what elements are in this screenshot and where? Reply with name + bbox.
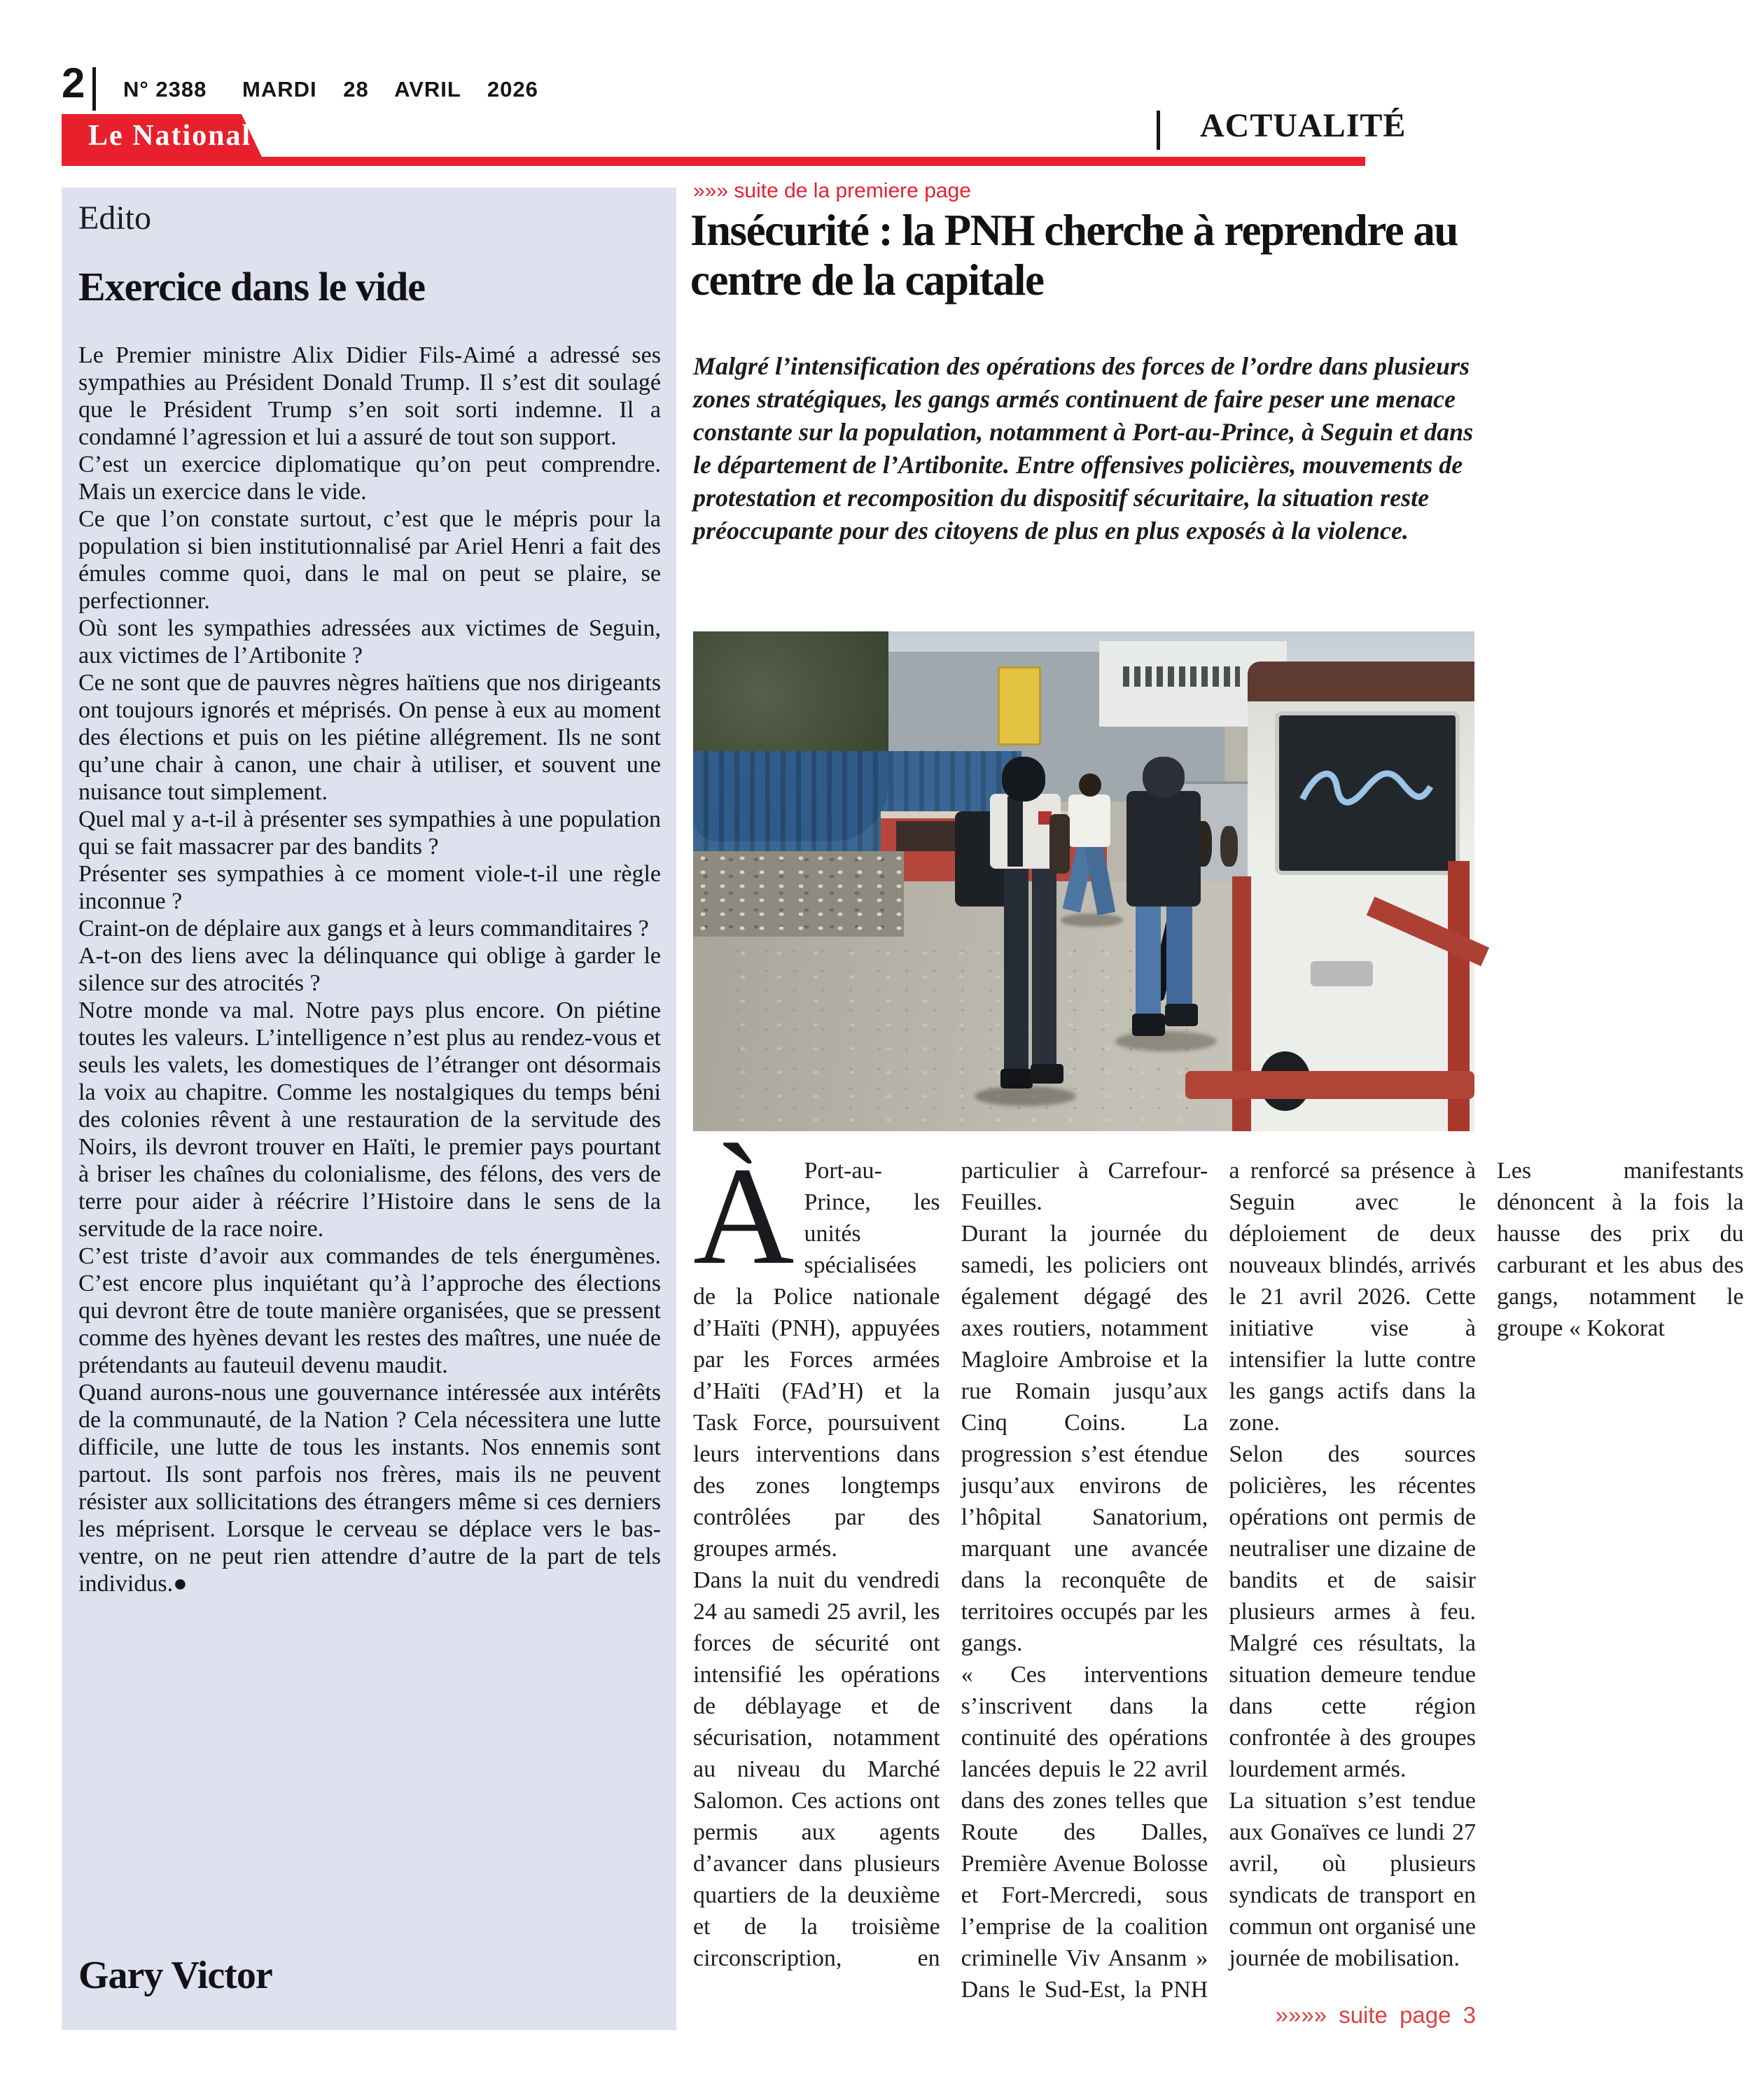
paragraph-text: Port-au-Prince, les unités spécialisées de la Police nationale d’Haïti (PNH), appuyées par les Forces armées d’Haïti (FAd’H) et la Task Force, poursuivent leurs interventions dans des zones longtemps contrôlées par des groupes armés. (693, 1158, 940, 1562)
photo-shadow (975, 1086, 1076, 1107)
photo-civilian (1068, 794, 1110, 848)
continuation-notice: »»» suite de la premiere page (693, 179, 971, 202)
section-title: ACTUALITÉ (1200, 107, 1407, 144)
photo-officer-1 (1049, 814, 1070, 874)
photo-shadow (1115, 1031, 1217, 1051)
photo-officer-1 (1031, 1064, 1063, 1084)
article-photo (693, 631, 1474, 1131)
photo-pedestrian (1220, 826, 1238, 866)
photo-building-sign (1123, 666, 1240, 687)
photo-shadow (1061, 913, 1123, 927)
section-divider (1157, 111, 1160, 150)
paragraph: Quel mal y a-t-il à présenter ses sympathies à une population qui se fait massacrer par des bandits ? (78, 806, 661, 860)
paragraph: La situation s’est tendue aux Gonaïves ce lundi 27 avril, où plusieurs syndicats de transport en commun ont organisé une journée de mobilisation. (1229, 1788, 1476, 1971)
paragraph: Notre monde va mal. Notre pays plus encore. On piétine toutes les valeurs. L’intelligence n’est plus au rendez-vous et seuls les valets, les domestiques de l’étranger ont désormais la voix au chapitre. Comme les nostalgiques du temps béni des colonies rêvent à une restauration de la servitude des Noirs, ils devront trouver en Haïti, le premier pays pourtant à briser les chaînes du colonialisme, des félons, des vers de terre pour aider à réécrire l’Histoire dans le sens de la servitude de la race noire. (78, 997, 661, 1242)
photo-officer-1 (1004, 867, 1028, 1072)
header-rule (62, 157, 1365, 166)
photo-road-texture (725, 941, 1194, 1121)
photo-officer-2 (1132, 1014, 1165, 1036)
page-number: 2 (62, 59, 84, 106)
paragraph: Présenter ses sympathies à ce moment viole-t-il une règle inconnue ? (78, 861, 661, 914)
paragraph: Ce que l’on constate surtout, c’est que le mépris pour la population si bien institutionnalisé par Ariel Henri a fait des émules comme quoi, dans le mal on peut se plaire, se perfectionner. (78, 506, 661, 614)
brand-name: Le National (88, 120, 252, 152)
paragraph: Quand aurons-nous une gouvernance intéressée aux intérêts de la communauté, de la Nation ? Cela nécessitera une lutte difficile, une lutte de tous les instants. Nos ennemis sont partout. Ils sont parfois nos frères, mais ils ne peuvent résister aux sollicitations des étrangers même si ces derniers les méprisent. Lorsque le cerveau se déplace vers le bas-ventre, on ne peut rien attendre d’autre de la part de tels individus.● (78, 1380, 661, 1597)
edito-title: Exercice dans le vide (78, 264, 426, 309)
paragraph (693, 1139, 940, 1564)
photo-officer-1 (1000, 1069, 1033, 1089)
paragraph: Ce ne sont que de pauvres nègres haïtiens que nos dirigeants ont toujours ignorés et méprisés. On pense à eux au moment des élections et puis on les piétine allégrement. Ils ne sont qu’une chair à canon, une chair à utiliser, et souvent une nuisance tout simplement. (78, 670, 661, 805)
edito-panel (62, 188, 676, 2030)
dropcap: À (693, 1139, 795, 1294)
photo-officer-2-helmet (1143, 757, 1185, 799)
article-body (693, 1139, 1744, 2008)
photo-officer-2 (1136, 902, 1161, 1016)
photo-van-marking (1311, 961, 1373, 986)
photo-officer-2 (1165, 1004, 1198, 1026)
photo-officer-1 (1032, 867, 1056, 1067)
page-number-divider (92, 67, 96, 111)
photo-officer-2 (1166, 902, 1192, 1007)
edito-body (78, 342, 661, 1868)
continuation-footer: »»»» suite page 3 (1275, 2002, 1476, 2028)
photo-yellow-sign (998, 666, 1041, 746)
photo-rubble (693, 851, 904, 936)
paragraph: Durant la journée du samedi, les policiers ont également dégagé des axes routiers, notamment Magloire Ambroise et la rue Romain jusqu’aux Cinq Coins. La progression s’est étendue jusqu’aux environs de l’hôpital Sanatorium, marquant une avancée dans la reconquête de territoires occupés par les gangs. (961, 1221, 1208, 1656)
paragraph: « Ces interventions s’inscrivent dans la continuité des opérations lancées depuis le 22 avril dans des zones telles que Route des Dalles, Première Avenue Bolosse et Fort-Mercredi, sous l’emprise de la coalition criminelle Viv Ansanm » Dans le Sud-Est, la PNH a renforcé sa présence à Seguin avec le déploiement de deux nouveaux blindés, arrivés le 21 avril 2026. Cette initiative vise à intensifier la lutte contre les gangs actifs dans la zone. (961, 1158, 1476, 2003)
photo-civilian (1079, 774, 1101, 797)
paragraph: Où sont les sympathies adressées aux victimes de Seguin, aux victimes de l’Artibonite ? (78, 615, 661, 668)
article-lede: Malgré l’intensification des opérations des forces de l’ordre dans plusieurs zones stratégiques, les gangs armés continuent de faire peser une menace constante sur la population, notamment à Port-au-Prince, à Seguin et dans le département de l’Artibonite. Entre offensives policières, mouvements de protestation et recomposition du dispositif sécuritaire, la situation reste préoccupante pour des citoyens de plus en plus exposés à la violence. (693, 352, 1474, 545)
paragraph: Les manifestants dénoncent à la fois la hausse des prix du carburant et les abus des gangs, notamment le groupe « Kokorat (1496, 1158, 1744, 1341)
edito-signature: Gary Victor (78, 1954, 272, 1997)
photo-officer-2 (1126, 791, 1201, 906)
paragraph: A-t-on des liens avec la délinquance qui oblige à garder le silence sur des atrocités ? (78, 943, 661, 996)
paragraph: C’est triste d’avoir aux commandes de tels énergumènes. C’est encore plus inquiétant qu’à l’approche des élections qui devront être de toute manière organisées, que se pressent comme des hyènes devant les restes des maîtres, une nuée de prétendants au fauteuil devenu maudit. (78, 1243, 661, 1378)
photo-officer-1 (1007, 797, 1023, 867)
photo-red-pipe (1185, 1071, 1474, 1098)
photo-van-window-script (1287, 727, 1443, 846)
photo-van-roof-rack (1248, 662, 1474, 701)
photo-officer-1-helmet (1002, 757, 1045, 802)
paragraph: Selon des sources policières, les récentes opérations ont permis de neutraliser une dizaine de bandits et de saisir plusieurs armes à feu. Malgré ces résultats, la situation demeure tendue dans cette région confrontée à des groupes lourdement armés. (1229, 1441, 1476, 1782)
edito-kicker: Edito (78, 200, 151, 237)
edition-date: MARDI 28 AVRIL 2026 (242, 77, 538, 102)
paragraph: C’est un exercice diplomatique qu’on peut comprendre. Mais un exercice dans le vide. (78, 451, 661, 505)
paragraph: Craint-on de déplaire aux gangs et à leurs commanditaires ? (78, 916, 649, 941)
paragraph: Le Premier ministre Alix Didier Fils-Aimé a adressé ses sympathies au Président Donald Trump. Il s’est dit soulagé que le Président Trump s’en soit sorti indemne. Il a condamné l’agression et lui a assuré de tout son support. (78, 342, 661, 450)
paragraph: Dans la nuit du vendredi 24 au samedi 25 avril, les forces de sécurité ont intensifié les opérations de déblayage et de sécurisation, notamment au niveau du Marché Salomon. Ces actions ont permis aux agents d’avancer dans plusieurs quartiers de la deuxième et de la troisième circonscription, en particulier à Carrefour-Feuilles. (693, 1158, 1208, 1971)
issue-number: N° 2388 (123, 77, 207, 102)
article-headline: Insécurité : la PNH cherche à reprendre au centre de la capitale (690, 206, 1458, 305)
